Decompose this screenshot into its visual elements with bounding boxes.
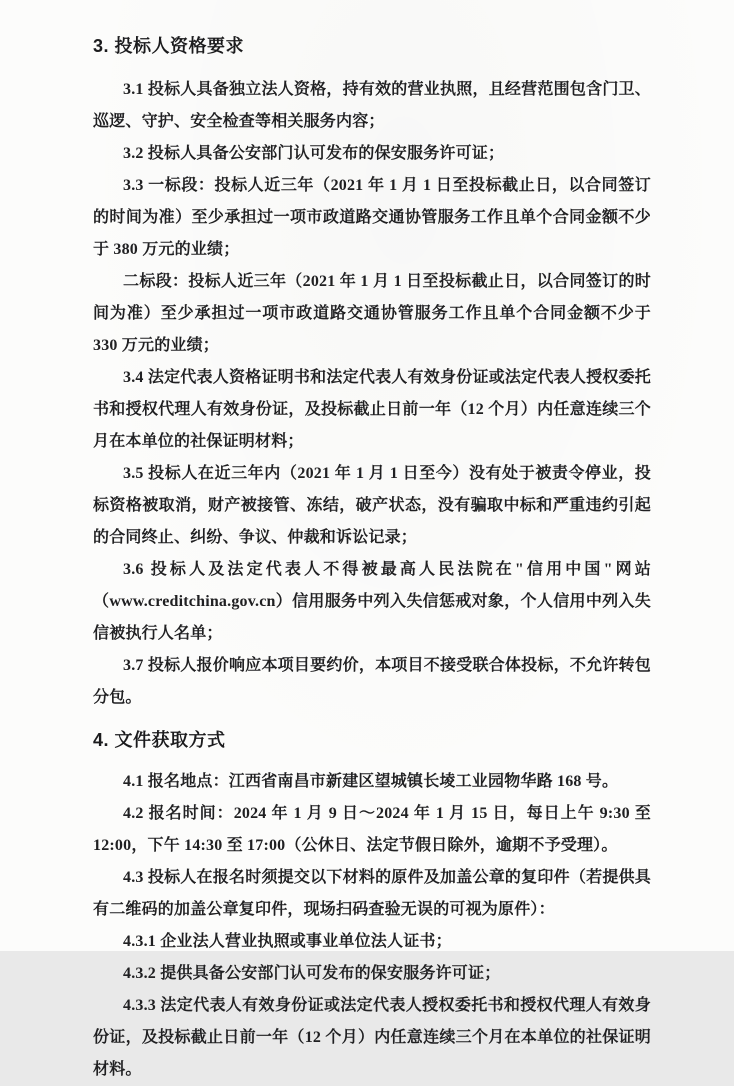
section-bidder-qualification-requirements xyxy=(93,34,651,714)
paragraph-4-3-2: 4.3.2 提供具备公安部门认可发布的保安服务许可证； xyxy=(123,965,501,982)
paragraph-3-2: 3.2 投标人具备公安部门认可发布的保安服务许可证； xyxy=(123,145,505,162)
paragraph-4-3-3: 4.3.3 法定代表人有效身份证或法定代表人授权委托书和授权代理人有效身份证，及投标截止日前一年（12 个月）内任意连续三个月在本单位的社保证明材料。 xyxy=(93,997,651,1078)
paragraph-3-4: 3.4 法定代表人资格证明书和法定代表人有效身份证或法定代表人授权委托书和授权代理人有效身份证，及投标截止日前一年（12 个月）内任意连续三个月在本单位的社保证明材料； xyxy=(93,369,651,450)
paragraph-4-3: 4.3 投标人在报名时须提交以下材料的原件及加盖公章的复印件（若提供具有二维码的加盖公章复印件，现场扫码查验无误的可视为原件）： xyxy=(93,869,651,918)
paragraph-4-1: 4.1 报名地点：江西省南昌市新建区望城镇长堎工业园物华路 168 号。 xyxy=(123,773,619,790)
paragraph-3-7: 3.7 投标人报价响应本项目要约价，本项目不接受联合体投标，不允许转包分包。 xyxy=(93,657,651,706)
paragraph-4-2: 4.2 报名时间：2024 年 1 月 9 日～2024 年 1 月 15 日，每日上午 9:30 至 12:00，下午 14:30 至 17:00（公休日、法定节假日除外，逾期不予受理）。 xyxy=(93,805,651,854)
section-document-acquisition xyxy=(93,728,651,1086)
section-heading-document-acquisition: 4. 文件获取方式 xyxy=(93,730,226,750)
paragraph-3-5: 3.5 投标人在近三年内（2021 年 1 月 1 日至今）没有处于被责令停业，投标资格被取消，财产被接管、冻结，破产状态，没有骗取中标和严重违约引起的合同终止、纠纷、争议、仲裁和诉讼记录； xyxy=(93,465,651,546)
paragraph-3-3-lot1: 3.3 一标段：投标人近三年（2021 年 1 月 1 日至投标截止日，以合同签订的时间为准）至少承担过一项市政道路交通协管服务工作且单个合同金额不少于 380 万元的业绩； xyxy=(93,177,651,258)
section-heading-bidder-qualification: 3. 投标人资格要求 xyxy=(93,36,245,56)
paragraph-3-3-lot2: 二标段：投标人近三年（2021 年 1 月 1 日至投标截止日，以合同签订的时间为准）至少承担过一项市政道路交通协管服务工作且单个合同金额不少于 330 万元的业绩； xyxy=(93,273,651,354)
paragraph-4-3-1: 4.3.1 企业法人营业执照或事业单位法人证书； xyxy=(123,933,452,950)
document-content xyxy=(93,34,651,1086)
paragraph-3-6: 3.6 投标人及法定代表人不得被最高人民法院在"信用中国"网站（www.creditchina.gov.cn）信用服务中列入失信惩戒对象，个人信用中列入失信被执行人名单； xyxy=(93,561,651,642)
paragraph-3-1: 3.1 投标人具备独立法人资格，持有效的营业执照，且经营范围包含门卫、巡逻、守护、安全检查等相关服务内容； xyxy=(93,81,651,130)
